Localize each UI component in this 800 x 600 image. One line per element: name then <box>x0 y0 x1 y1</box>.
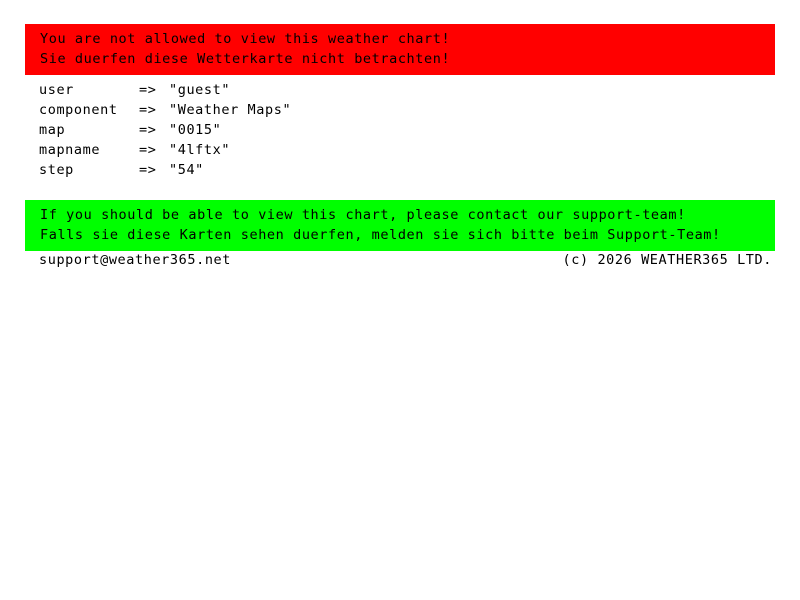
error-banner <box>25 24 775 75</box>
parameter-arrow: => <box>139 102 157 118</box>
parameter-row-step <box>39 160 291 180</box>
parameter-arrow: => <box>139 142 157 158</box>
footer <box>39 250 772 270</box>
parameter-arrow: => <box>139 162 157 178</box>
support-email-link[interactable]: support@weather365.net <box>39 252 232 268</box>
error-banner-line-en: You are not allowed to view this weather chart! <box>40 31 451 47</box>
info-banner <box>25 200 775 251</box>
parameter-row-map <box>39 120 291 140</box>
info-banner-line-en: If you should be able to view this chart, please contact our support-team! <box>40 207 686 223</box>
parameter-value: "4lftx" <box>169 142 231 158</box>
parameter-arrow: => <box>139 82 157 98</box>
parameter-key: user <box>39 82 74 98</box>
parameter-list <box>39 80 291 180</box>
parameter-value: "54" <box>169 162 204 178</box>
parameter-value: "Weather Maps" <box>169 102 292 118</box>
info-banner-line-de: Falls sie diese Karten sehen duerfen, melden sie sich bitte beim Support-Team! <box>40 227 721 243</box>
parameter-key: component <box>39 102 118 118</box>
error-banner-line-de: Sie duerfen diese Wetterkarte nicht betrachten! <box>40 51 451 67</box>
parameter-row-component <box>39 100 291 120</box>
parameter-value: "guest" <box>169 82 231 98</box>
parameter-value: "0015" <box>169 122 222 138</box>
parameter-key: mapname <box>39 142 101 158</box>
parameter-key: step <box>39 162 74 178</box>
parameter-row-user <box>39 80 291 100</box>
parameter-row-mapname <box>39 140 291 160</box>
parameter-key: map <box>39 122 66 138</box>
copyright-text: (c) 2026 WEATHER365 LTD. <box>562 252 772 268</box>
parameter-arrow: => <box>139 122 157 138</box>
